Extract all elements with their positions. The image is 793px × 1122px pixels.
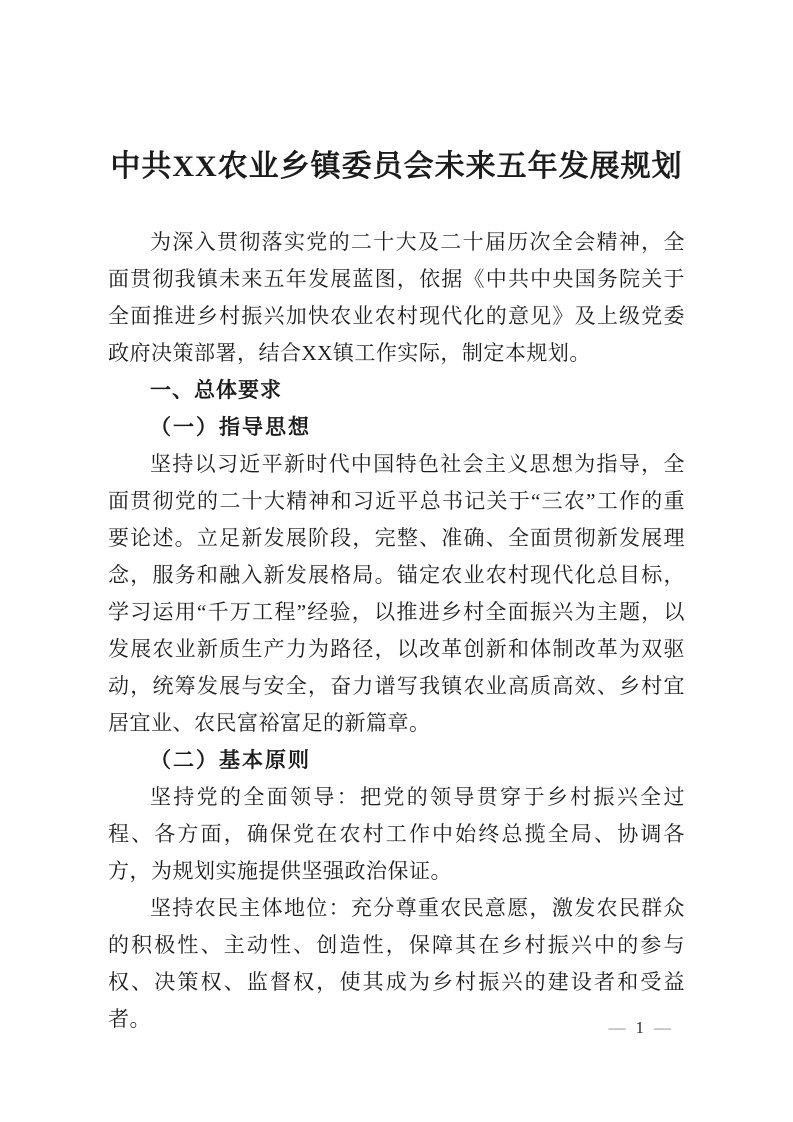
page-title: 中共XX农业乡镇委员会未来五年发展规划 — [110, 150, 683, 183]
footer-right-dash: — — [654, 1018, 671, 1037]
basic-principles-paragraph-2: 坚持农民主体地位：充分尊重农民意愿，激发农民群众的积极性、主动性、创造性，保障其在乡村振兴中的参与权、决策权、监督权，使其成为乡村振兴的建设者和受益者。 — [108, 896, 685, 1031]
basic-principles-paragraph-1: 坚持党的全面领导：把党的领导贯穿于乡村振兴全过程、各方面，确保党在农村工作中始终总揽全局、协调各方，为规划实施提供坚强政治保证。 — [108, 785, 685, 883]
intro-paragraph: 为深入贯彻落实党的二十大及二十届历次全会精神，全面贯彻我镇未来五年发展蓝图，依据《中共中央国务院关于全面推进乡村振兴加快农业农村现代化的意见》及上级党委政府决策部署，结合XX镇工作实际，制定本规划。 — [108, 230, 685, 365]
page-number: 1 — [635, 1018, 644, 1037]
subsection-heading-basic-principles: （二）基本原则 — [150, 748, 311, 772]
footer-left-dash: — — [608, 1018, 626, 1037]
subsection-heading-guiding-ideology: （一）指导思想 — [150, 415, 311, 439]
document-body — [108, 0, 685, 1038]
page-footer — [599, 1018, 682, 1038]
section-heading-overall-requirements: 一、总体要求 — [150, 379, 282, 402]
guiding-ideology-paragraph: 坚持以习近平新时代中国特色社会主义思想为指导，全面贯彻党的二十大精神和习近平总书记关于“三农”工作的重要论述。立足新发展阶段，完整、准确、全面贯彻新发展理念，服务和融入新发展格局。锚定农业农村现代化总目标，学习运用“千万工程”经验，以推进乡村全面振兴为主题，以发展农业新质生产力为路径，以改革创新和体制改革为双驱动，统筹发展与安全，奋力谱写我镇农业高质高效、乡村宜居宜业、农民富裕富足的新篇章。 — [108, 452, 685, 735]
